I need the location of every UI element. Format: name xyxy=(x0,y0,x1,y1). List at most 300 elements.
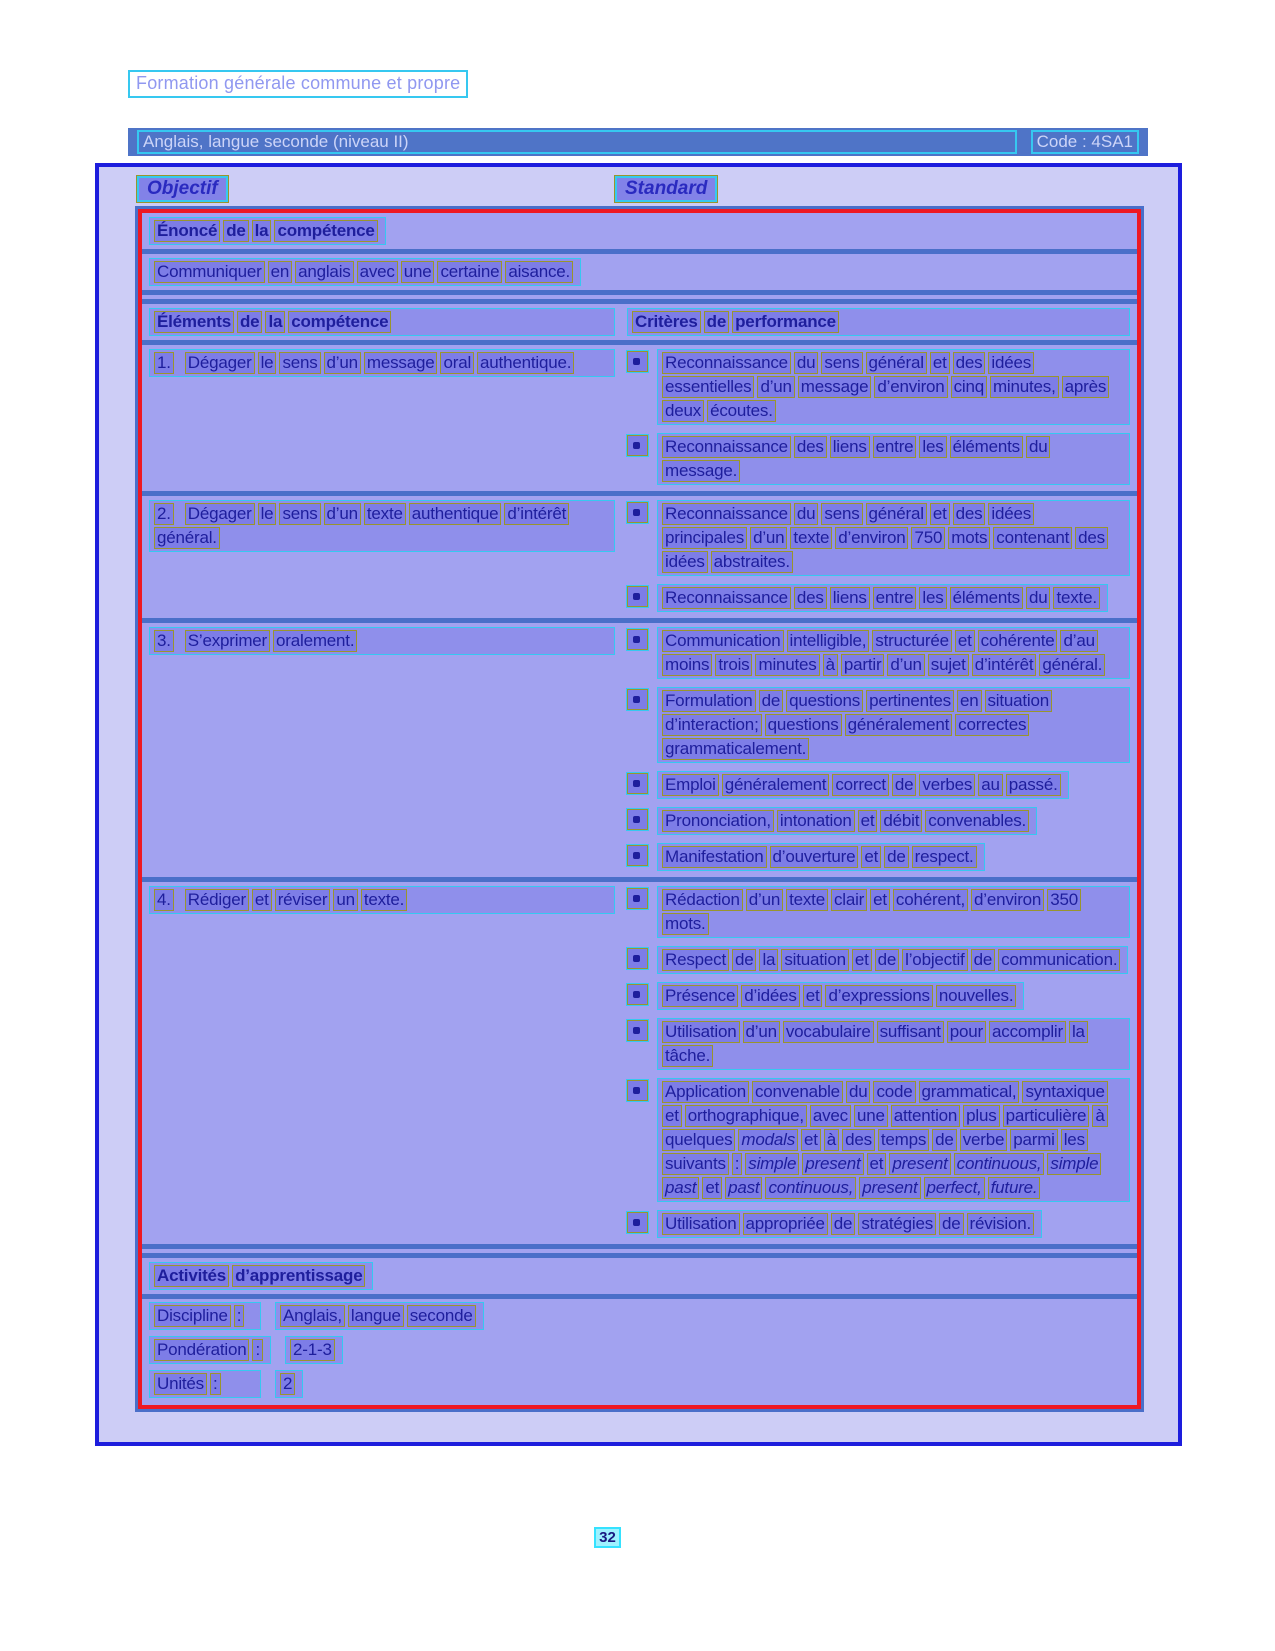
word: de xyxy=(759,690,784,712)
word: les xyxy=(1061,1129,1088,1151)
criterion-text-line xyxy=(657,433,1130,485)
word: certaine xyxy=(437,261,502,283)
word: en xyxy=(268,261,293,283)
criterion-text-line xyxy=(657,946,1128,974)
criterion-item xyxy=(627,433,1130,485)
criterion-text-line xyxy=(657,886,1130,938)
word: la xyxy=(1069,1021,1088,1043)
element-cell xyxy=(149,500,627,614)
word: général. xyxy=(154,527,220,549)
word: écoutes. xyxy=(707,400,776,422)
criteria-header xyxy=(627,308,1130,336)
word: 750 xyxy=(911,527,945,549)
word: deux xyxy=(662,400,704,422)
activites-rows xyxy=(142,1299,1137,1405)
word: perfect, xyxy=(924,1177,985,1199)
word: liens xyxy=(830,587,870,609)
word: général xyxy=(866,352,927,374)
element-row xyxy=(142,496,1137,618)
word: orthographique, xyxy=(685,1105,807,1127)
bullet-icon xyxy=(627,1212,648,1233)
criterion-text-line xyxy=(657,500,1130,576)
word: past xyxy=(725,1177,762,1199)
word: à xyxy=(1092,1105,1107,1127)
word: pour xyxy=(947,1021,986,1043)
criterion-item xyxy=(627,1210,1130,1238)
criterion-text-line xyxy=(657,771,1069,799)
word: suivants xyxy=(662,1153,729,1175)
word: le xyxy=(258,352,277,374)
word: Rédiger xyxy=(185,889,249,911)
criterion-item xyxy=(627,946,1130,974)
word: compétence xyxy=(288,311,391,333)
word: verbes xyxy=(919,774,975,796)
word: de xyxy=(892,774,917,796)
word: Discipline xyxy=(154,1305,231,1327)
word: du xyxy=(846,1081,871,1103)
elements-header xyxy=(149,308,615,336)
word: sens xyxy=(279,503,320,525)
word: cohérente xyxy=(978,630,1058,652)
word: Reconnaissance xyxy=(662,587,791,609)
page-title: Formation générale commune et propre xyxy=(128,70,468,98)
word: trois xyxy=(715,654,752,676)
word: d’au xyxy=(1060,630,1097,652)
word: authentique. xyxy=(477,352,574,374)
word: langue xyxy=(348,1305,404,1327)
activites-header xyxy=(149,1262,373,1290)
word: et xyxy=(858,810,878,832)
word: compétence xyxy=(274,220,377,242)
word: partir xyxy=(841,654,885,676)
word: idées xyxy=(988,503,1034,525)
word: avec xyxy=(810,1105,851,1127)
word: message xyxy=(798,376,872,398)
criterion-text-line xyxy=(657,1018,1130,1070)
word: le xyxy=(258,503,277,525)
activity-value-line xyxy=(275,1370,303,1398)
word: mots. xyxy=(662,913,709,935)
word: d’environ xyxy=(835,527,908,549)
word: attention xyxy=(891,1105,960,1127)
word: grammatical, xyxy=(919,1081,1020,1103)
criteria-header-cell xyxy=(627,308,1130,336)
word: message xyxy=(364,352,438,374)
criteria-cell xyxy=(627,349,1130,487)
element-text-line xyxy=(149,627,615,655)
word: : xyxy=(210,1373,221,1395)
word: d’intérêt xyxy=(504,503,569,525)
word: d’un xyxy=(757,376,794,398)
word: anglais xyxy=(295,261,353,283)
word: révision. xyxy=(967,1213,1035,1235)
bullet-icon xyxy=(627,629,648,650)
word: une xyxy=(401,261,435,283)
bullet-icon xyxy=(627,689,648,710)
word: performance xyxy=(732,311,839,333)
word: de xyxy=(971,949,996,971)
word: temps xyxy=(878,1129,929,1151)
bullet-icon xyxy=(627,502,648,523)
word: modals xyxy=(738,1129,798,1151)
word: en xyxy=(957,690,982,712)
word: cohérent, xyxy=(893,889,968,911)
section-divider xyxy=(142,1244,1137,1258)
bullet-icon xyxy=(627,351,648,372)
word: suffisant xyxy=(877,1021,944,1043)
word: débit xyxy=(880,810,922,832)
word: continuous, xyxy=(765,1177,856,1199)
word: accomplir xyxy=(989,1021,1066,1043)
course-title: Anglais, langue seconde (niveau II) xyxy=(137,130,1017,154)
word: questions xyxy=(786,690,863,712)
word: convenables. xyxy=(925,810,1029,832)
word: continuous, xyxy=(954,1153,1045,1175)
word: texte xyxy=(364,503,406,525)
word: du xyxy=(794,352,819,374)
word: après xyxy=(1062,376,1110,398)
word: Unités xyxy=(154,1373,207,1395)
criterion-item xyxy=(627,687,1130,763)
column-headings-row xyxy=(135,174,1144,206)
word: present xyxy=(802,1153,863,1175)
word: Reconnaissance xyxy=(662,503,791,525)
word: simple xyxy=(1047,1153,1101,1175)
elements-rows xyxy=(142,345,1137,1244)
word: des xyxy=(1075,527,1108,549)
bullet-icon xyxy=(627,845,648,866)
word: Critères xyxy=(632,311,701,333)
section-divider xyxy=(142,290,1137,304)
standard-heading: Standard xyxy=(615,176,717,202)
word: minutes, xyxy=(990,376,1059,398)
word: les xyxy=(919,436,946,458)
word: d’un xyxy=(750,527,787,549)
word: entre xyxy=(873,436,917,458)
criterion-item xyxy=(627,771,1130,799)
word: present xyxy=(889,1153,950,1175)
elements-header-row xyxy=(142,304,1137,340)
criterion-item xyxy=(627,584,1130,612)
word: un xyxy=(333,889,358,911)
word: abstraites. xyxy=(711,551,793,573)
word: Respect xyxy=(662,949,729,971)
criteria-cell xyxy=(627,627,1130,873)
element-text-line xyxy=(149,886,615,914)
elements-header-cell xyxy=(149,308,627,336)
criterion-text-line xyxy=(657,807,1037,835)
word: de xyxy=(831,1213,856,1235)
word: minutes xyxy=(755,654,819,676)
word: cinq xyxy=(951,376,987,398)
activity-row xyxy=(142,1333,1137,1367)
word: Communication xyxy=(662,630,784,652)
enonce-header xyxy=(149,217,386,245)
course-header-bar xyxy=(128,128,1148,156)
word: intelligible, xyxy=(787,630,870,652)
criterion-item xyxy=(627,627,1130,679)
word: du xyxy=(794,503,819,525)
word: situation xyxy=(985,690,1053,712)
word: liens xyxy=(830,436,870,458)
element-number: 3. xyxy=(154,630,174,652)
word: de xyxy=(875,949,900,971)
word: d’un xyxy=(324,503,361,525)
word: d’intérêt xyxy=(972,654,1037,676)
word: Reconnaissance xyxy=(662,436,791,458)
criterion-item xyxy=(627,1078,1130,1202)
competency-table xyxy=(135,206,1144,1412)
word: : xyxy=(732,1153,743,1175)
word: 2-1-3 xyxy=(290,1339,335,1361)
word: communication. xyxy=(998,949,1120,971)
word: d’un xyxy=(746,889,783,911)
word: Utilisation xyxy=(662,1213,740,1235)
criterion-text-line xyxy=(657,843,985,871)
word: Formulation xyxy=(662,690,756,712)
criterion-item xyxy=(627,500,1130,576)
word: généralement xyxy=(845,714,953,736)
word: une xyxy=(854,1105,888,1127)
word: avec xyxy=(357,261,398,283)
word: d’apprentissage xyxy=(232,1265,365,1287)
word: oral xyxy=(440,352,474,374)
criterion-item xyxy=(627,807,1130,835)
word: aisance. xyxy=(505,261,573,283)
word: simple xyxy=(745,1153,799,1175)
course-code: Code : 4SA1 xyxy=(1031,130,1139,154)
word: sens xyxy=(279,352,320,374)
element-cell xyxy=(149,886,627,1240)
word: de xyxy=(732,949,757,971)
competency-table-inner xyxy=(138,209,1141,1409)
bullet-icon xyxy=(627,888,648,909)
word: past xyxy=(662,1177,699,1199)
word: des xyxy=(953,503,986,525)
word: des xyxy=(953,352,986,374)
word: d’environ xyxy=(971,889,1044,911)
bullet-icon xyxy=(627,809,648,830)
word: de xyxy=(223,220,248,242)
word: et xyxy=(252,889,272,911)
word: la xyxy=(265,311,285,333)
word: verbe xyxy=(960,1129,1008,1151)
objectif-heading: Objectif xyxy=(137,176,228,202)
word: et xyxy=(930,503,950,525)
element-row xyxy=(142,623,1137,877)
word: nouvelles. xyxy=(936,985,1017,1007)
element-number: 4. xyxy=(154,889,174,911)
word: 350 xyxy=(1047,889,1081,911)
content-frame xyxy=(95,163,1182,1446)
word: d’idées xyxy=(741,985,799,1007)
bullet-icon xyxy=(627,586,648,607)
word: du xyxy=(1026,436,1051,458)
page-number: 32 xyxy=(594,1527,621,1548)
word: Emploi xyxy=(662,774,719,796)
word: et xyxy=(803,985,823,1007)
word: d’environ xyxy=(874,376,947,398)
word: 2 xyxy=(280,1373,295,1395)
word: les xyxy=(919,587,946,609)
word: d’interaction; xyxy=(662,714,762,736)
word: Rédaction xyxy=(662,889,743,911)
word: à xyxy=(823,654,838,676)
word: idées xyxy=(662,551,708,573)
word: convenable xyxy=(752,1081,843,1103)
word: et xyxy=(870,889,890,911)
word: S’exprimer xyxy=(185,630,270,652)
word: réviser xyxy=(275,889,331,911)
word: essentielles xyxy=(662,376,754,398)
word: texte xyxy=(790,527,832,549)
word: seconde xyxy=(407,1305,476,1327)
word: texte xyxy=(786,889,828,911)
criterion-item xyxy=(627,843,1130,871)
activity-label-line xyxy=(149,1302,261,1330)
word: du xyxy=(1026,587,1051,609)
word: idées xyxy=(988,352,1034,374)
word: général. xyxy=(1039,654,1105,676)
word: appropriée xyxy=(743,1213,828,1235)
word: d’expressions xyxy=(825,985,932,1007)
word: stratégies xyxy=(858,1213,936,1235)
bullet-icon xyxy=(627,1020,648,1041)
word: et xyxy=(930,352,950,374)
word: future. xyxy=(988,1177,1041,1199)
element-row xyxy=(142,882,1137,1244)
element-cell xyxy=(149,627,627,873)
word: d’un xyxy=(324,352,361,374)
word: d’un xyxy=(887,654,924,676)
word: d’un xyxy=(743,1021,780,1043)
word: : xyxy=(252,1339,263,1361)
word: structurée xyxy=(872,630,952,652)
word: code xyxy=(873,1081,915,1103)
word: de xyxy=(884,846,909,868)
bullet-icon xyxy=(627,948,648,969)
word: éléments xyxy=(950,436,1023,458)
word: d’ouverture xyxy=(770,846,859,868)
word: situation xyxy=(781,949,849,971)
word: tâche. xyxy=(662,1045,713,1067)
activity-value-line xyxy=(275,1302,484,1330)
word: au xyxy=(978,774,1003,796)
word: généralement xyxy=(722,774,830,796)
word: authentique xyxy=(409,503,502,525)
word: de xyxy=(237,311,262,333)
word: à xyxy=(824,1129,839,1151)
word: et xyxy=(861,846,881,868)
word: Énoncé xyxy=(154,220,220,242)
word: Utilisation xyxy=(662,1021,740,1043)
criterion-text-line xyxy=(657,627,1130,679)
criterion-item xyxy=(627,886,1130,938)
word: sens xyxy=(821,352,862,374)
word: grammaticalement. xyxy=(662,738,809,760)
word: l’objectif xyxy=(902,949,967,971)
word: correctes xyxy=(955,714,1029,736)
element-number: 1. xyxy=(154,352,174,374)
word: Dégager xyxy=(185,352,255,374)
word: clair xyxy=(831,889,867,911)
word: et xyxy=(852,949,872,971)
word: des xyxy=(794,436,827,458)
word: des xyxy=(842,1129,875,1151)
word: Présence xyxy=(662,985,738,1007)
word: la xyxy=(252,220,272,242)
word: questions xyxy=(765,714,842,736)
word: principales xyxy=(662,527,747,549)
bullet-icon xyxy=(627,1080,648,1101)
criterion-item xyxy=(627,982,1130,1010)
word: et xyxy=(702,1177,722,1199)
word: pertinentes xyxy=(866,690,954,712)
bullet-icon xyxy=(627,773,648,794)
word: et xyxy=(662,1105,682,1127)
word: Activités xyxy=(154,1265,229,1287)
word: et xyxy=(867,1153,887,1175)
word: de xyxy=(932,1129,957,1151)
word: parmi xyxy=(1010,1129,1058,1151)
enonce-statement xyxy=(149,258,581,286)
word: contenant xyxy=(993,527,1072,549)
word: la xyxy=(759,949,778,971)
criterion-text-line xyxy=(657,1210,1042,1238)
criteria-cell xyxy=(627,500,1130,614)
word: Communiquer xyxy=(154,261,265,283)
word: et xyxy=(801,1129,821,1151)
word: mots xyxy=(948,527,990,549)
activity-row xyxy=(142,1367,1137,1401)
enonce-header-row xyxy=(142,213,1137,249)
word: texte. xyxy=(1053,587,1099,609)
page-footer xyxy=(0,1527,1275,1548)
word: oralement. xyxy=(273,630,357,652)
element-number: 2. xyxy=(154,503,174,525)
word: intonation xyxy=(777,810,855,832)
criteria-cell xyxy=(627,886,1130,1240)
word: : xyxy=(234,1305,245,1327)
word: éléments xyxy=(950,587,1023,609)
element-row xyxy=(142,345,1137,491)
word: vocabulaire xyxy=(783,1021,874,1043)
activity-label-line xyxy=(149,1336,271,1364)
word: respect. xyxy=(912,846,977,868)
word: de xyxy=(704,311,729,333)
bullet-icon xyxy=(627,984,648,1005)
criterion-text-line xyxy=(657,349,1130,425)
word: Application xyxy=(662,1081,749,1103)
word: Éléments xyxy=(154,311,234,333)
bullet-icon xyxy=(627,435,648,456)
criterion-item xyxy=(627,349,1130,425)
criterion-item xyxy=(627,1018,1130,1070)
element-cell xyxy=(149,349,627,487)
word: Reconnaissance xyxy=(662,352,791,374)
word: Pondération xyxy=(154,1339,249,1361)
word: entre xyxy=(873,587,917,609)
element-text-line xyxy=(149,500,615,552)
word: plus xyxy=(963,1105,999,1127)
word: et xyxy=(955,630,975,652)
criterion-text-line xyxy=(657,687,1130,763)
word: passé. xyxy=(1006,774,1061,796)
criterion-text-line xyxy=(657,1078,1130,1202)
activity-row xyxy=(142,1299,1137,1333)
word: present xyxy=(859,1177,920,1199)
word: syntaxique xyxy=(1022,1081,1107,1103)
